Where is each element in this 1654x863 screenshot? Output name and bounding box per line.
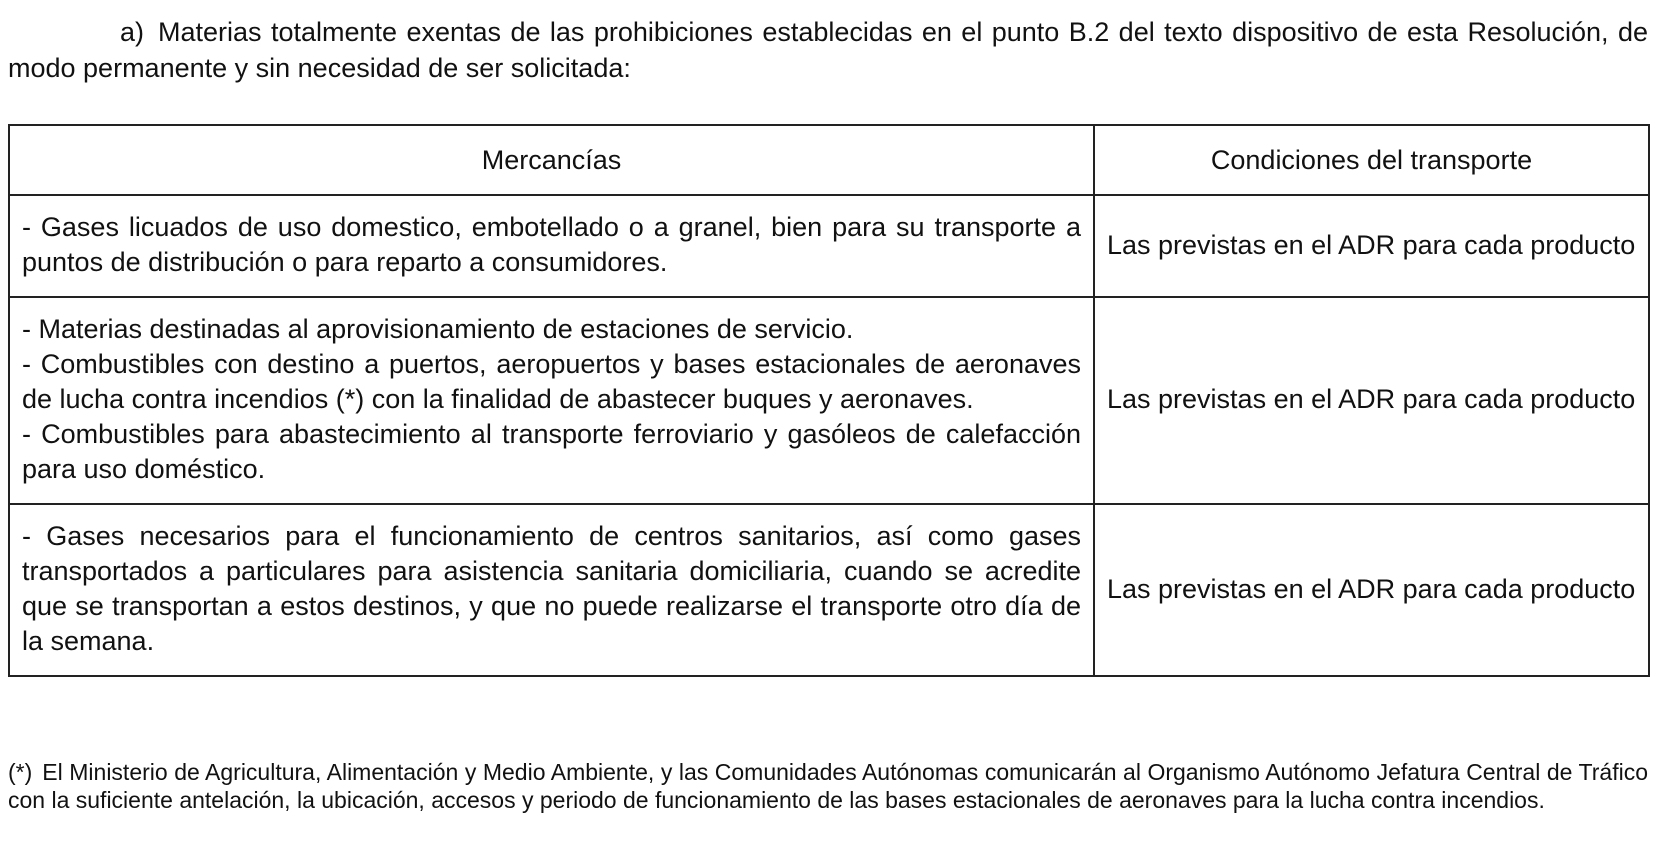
goods-cell <box>9 195 1094 297</box>
conditions-text: Las previstas en el ADR para cada producto <box>1107 229 1636 260</box>
conditions-cell <box>1094 297 1649 504</box>
goods-cell <box>9 297 1094 504</box>
goods-cell <box>9 504 1094 676</box>
goods-line: - Gases licuados de uso domestico, embotellado o a granel, bien para su transporte a puntos de distribución o para reparto a consumidores. <box>22 212 1081 277</box>
conditions-cell <box>1094 504 1649 676</box>
conditions-text: Las previstas en el ADR para cada producto <box>1107 384 1636 414</box>
footnote <box>8 758 1648 814</box>
footnote-marker: (*) <box>8 759 33 785</box>
goods-line: - Gases necesarios para el funcionamiento de centros sanitarios, así como gases transportados a particulares para asistencia sanitaria domiciliaria, cuando se acredite que se transportan a estos destinos, y que no puede realizarse el transporte otro día de la semana. <box>22 521 1081 656</box>
table-row <box>9 195 1649 297</box>
intro-paragraph <box>8 14 1648 86</box>
table-row <box>9 297 1649 504</box>
intro-marker: a) <box>120 17 145 47</box>
exemptions-table <box>8 124 1650 677</box>
document-page <box>8 14 1648 813</box>
goods-line: - Materias destinadas al aprovisionamiento de estaciones de servicio. <box>22 314 854 344</box>
goods-line: - Combustibles con destino a puertos, aeropuertos y bases estacionales de aeronaves de lucha contra incendios (*) con la finalidad de abastecer buques y aeronaves. <box>22 349 1081 414</box>
conditions-text: Las previstas en el ADR para cada producto <box>1107 573 1636 604</box>
table-row <box>9 504 1649 676</box>
header-goods: Mercancías <box>9 125 1094 195</box>
goods-line: - Combustibles para abastecimiento al transporte ferroviario y gasóleos de calefacción para uso doméstico. <box>22 419 1081 484</box>
intro-text: Materias totalmente exentas de las prohibiciones establecidas en el punto B.2 del texto dispositivo de esta Resolución, de modo permanente y sin necesidad de ser solicitada: <box>8 17 1648 83</box>
table-header-row <box>9 125 1649 195</box>
conditions-cell <box>1094 195 1649 297</box>
header-conditions: Condiciones del transporte <box>1094 125 1649 195</box>
footnote-text: El Ministerio de Agricultura, Alimentación y Medio Ambiente, y las Comunidades Autónomas comunicarán al Organismo Autónomo Jefatura Central de Tráfico con la suficiente antelación, la ubicación, accesos y periodo de funcionamiento de las bases estacionales de aeronaves para la lucha contra incendios. <box>8 759 1648 813</box>
